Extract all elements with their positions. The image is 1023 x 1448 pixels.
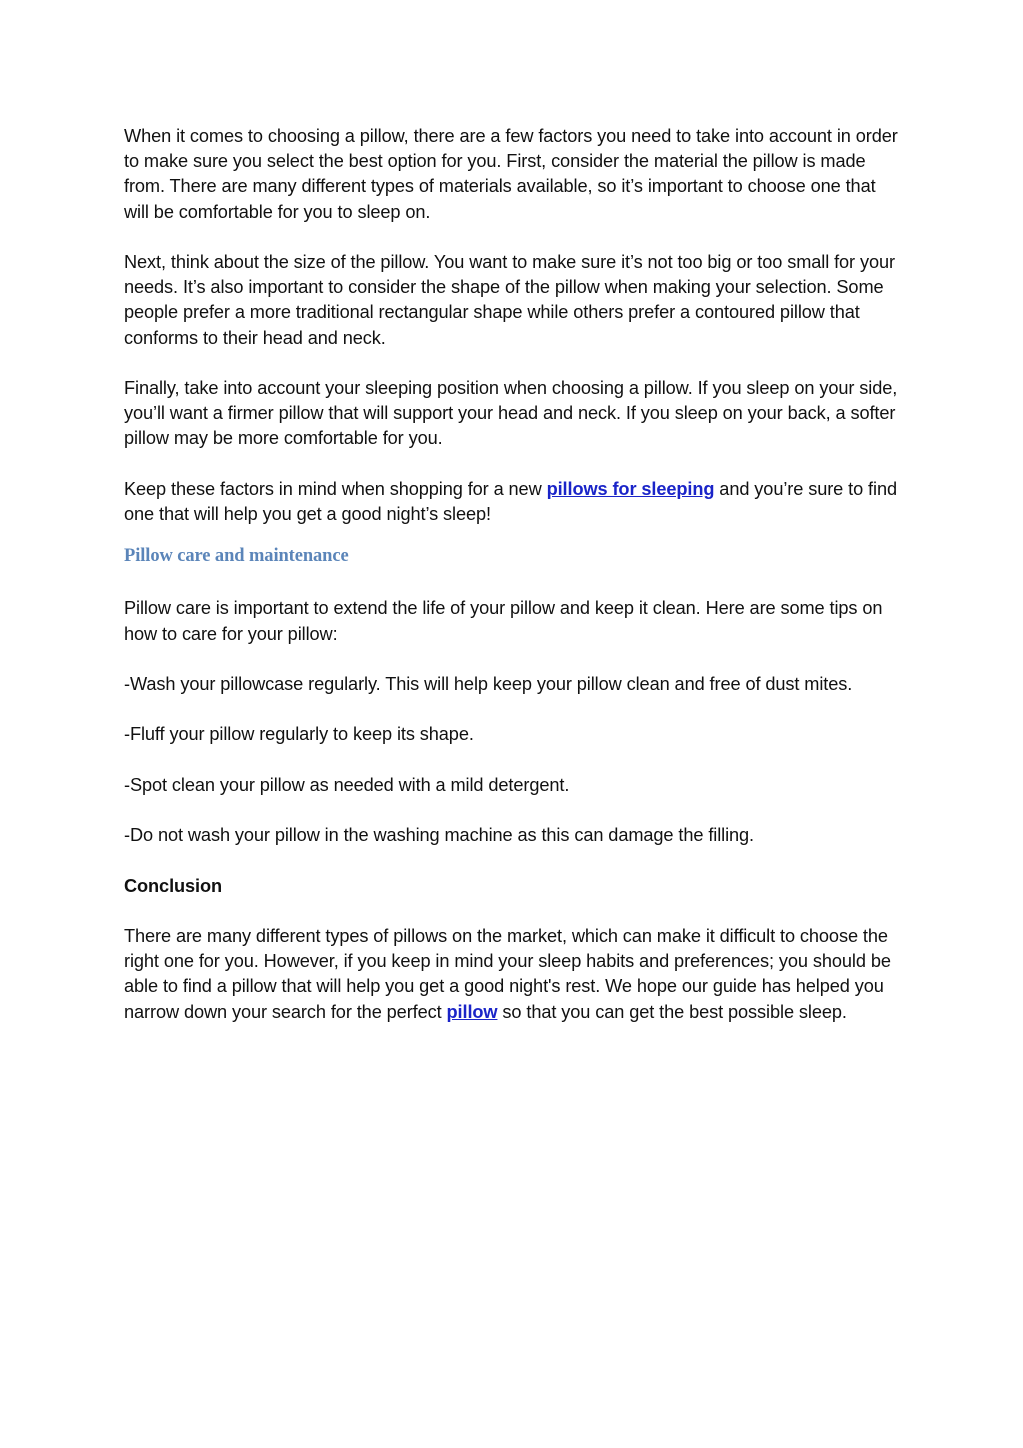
paragraph-material: When it comes to choosing a pillow, there are a few factors you need to take into account in order to make sure you select the best option for you. First, consider the material the pillow is made from. There are many different types of materials available, so it’s important to choose one that will be comfortable for you to sleep on. bbox=[124, 126, 898, 222]
paragraph-shopping-text-after: and you’re sure to find one that will help you get a good night’s sleep! bbox=[124, 478, 897, 524]
conclusion-text-before: There are many different types of pillows on the market, which can make it difficult to choose the right one for you. However, if you keep in mind your sleep habits and preferences; you should be able to find a pillow that will help you get a good night's rest. We hope our guide has helped you narrow down your search for the perfect bbox=[124, 925, 891, 1022]
paragraph-shopping bbox=[124, 477, 904, 527]
paragraph-sleeping-position: Finally, take into account your sleeping position when choosing a pillow. If you sleep on your side, you’ll want a firmer pillow that will support your head and neck. If you sleep on your back, a softer pillow may be more comfortable for you. bbox=[124, 378, 898, 449]
conclusion-paragraph bbox=[124, 924, 904, 1025]
care-intro-paragraph: Pillow care is important to extend the life of your pillow and keep it clean. Here are some tips on how to care for your pillow: bbox=[124, 598, 883, 644]
paragraph-shopping-text-before: Keep these factors in mind when shopping for a new bbox=[124, 478, 547, 499]
conclusion-heading: Conclusion bbox=[124, 875, 223, 896]
care-tip-fluff: -Fluff your pillow regularly to keep its shape. bbox=[124, 724, 474, 745]
care-tip-wash: -Wash your pillowcase regularly. This will help keep your pillow clean and free of dust mites. bbox=[124, 673, 853, 694]
care-section-heading: Pillow care and maintenance bbox=[124, 546, 349, 567]
care-tip-no-machine: -Do not wash your pillow in the washing machine as this can damage the filling. bbox=[124, 825, 755, 846]
conclusion-text-after: so that you can get the best possible sleep. bbox=[497, 1001, 847, 1022]
paragraph-size-shape: Next, think about the size of the pillow. You want to make sure it’s not too big or too small for your needs. It’s also important to consider the shape of the pillow when making your selection. Some people prefer a more traditional rectangular shape while others prefer a contoured pillow that conforms to their head and neck. bbox=[124, 252, 895, 348]
pillows-for-sleeping-link[interactable]: pillows for sleeping bbox=[546, 478, 715, 499]
care-tip-spot-clean: -Spot clean your pillow as needed with a mild detergent. bbox=[124, 774, 570, 795]
pillow-link[interactable]: pillow bbox=[446, 1001, 498, 1022]
document-body bbox=[124, 124, 904, 1050]
